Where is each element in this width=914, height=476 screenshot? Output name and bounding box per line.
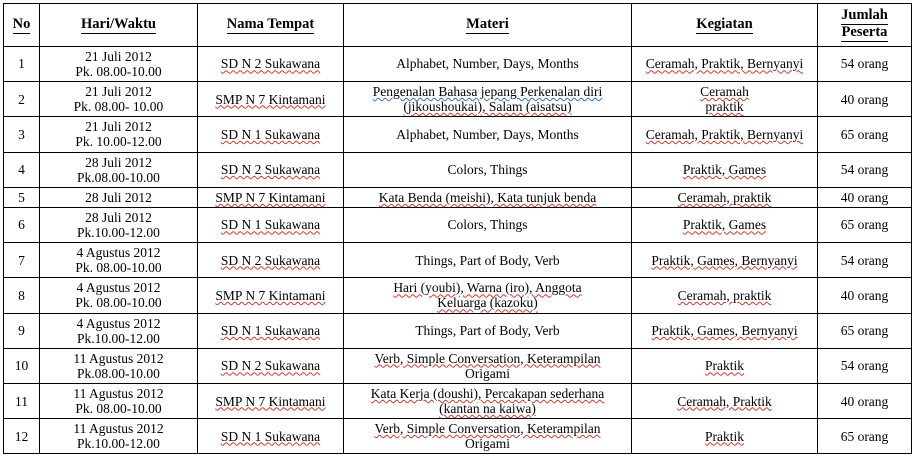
cell-kegiatan	[632, 46, 818, 81]
table-row	[4, 313, 912, 348]
cell-jumlah-peserta: 65 orang	[818, 313, 912, 348]
cell-nama-tempat	[198, 152, 344, 187]
cell-hari-waktu	[40, 278, 198, 313]
cell-hari-line2: Pk. 08.00-10.00	[75, 401, 162, 417]
table-row	[4, 348, 912, 383]
table-row	[4, 243, 912, 278]
cell-kegiatan-line1: Ceramah, praktik	[677, 287, 772, 303]
cell-no: 10	[4, 348, 40, 383]
cell-nama-tempat	[198, 46, 344, 81]
table-row	[4, 82, 912, 117]
cell-materi-line2: Origami	[465, 365, 510, 381]
cell-kegiatan	[632, 117, 818, 152]
cell-hari-waktu	[40, 152, 198, 187]
cell-kegiatan-line2: praktik	[705, 99, 744, 115]
cell-jumlah-peserta: 40 orang	[818, 278, 912, 313]
cell-nama-tempat	[198, 348, 344, 383]
cell-kegiatan-line1: Ceramah, Praktik, Bernyanyi	[645, 56, 804, 72]
column-header-jumlah-peserta	[818, 4, 912, 47]
cell-tempat-text: SD N 1 Sukawana	[220, 428, 321, 444]
cell-hari-line2: Pk.10.00-12.00	[77, 436, 160, 452]
cell-kegiatan	[632, 348, 818, 383]
cell-hari-waktu	[40, 419, 198, 454]
cell-hari-waktu	[40, 187, 198, 207]
cell-no: 8	[4, 278, 40, 313]
cell-hari-line1: 28 Juli 2012	[85, 189, 152, 205]
cell-hari-line1: 21 Juli 2012	[85, 48, 152, 64]
cell-no: 5	[4, 187, 40, 207]
cell-materi	[344, 187, 632, 207]
cell-no: 11	[4, 383, 40, 418]
cell-materi-line1: Colors, Things	[447, 162, 528, 178]
cell-kegiatan	[632, 383, 818, 418]
cell-hari-line2: Pk.10.00-12.00	[77, 224, 160, 240]
cell-nama-tempat	[198, 117, 344, 152]
cell-hari-line1: 11 Agustus 2012	[73, 385, 164, 401]
column-header-jumlah-peserta-wrap	[841, 8, 888, 42]
cell-kegiatan	[632, 313, 818, 348]
cell-hari-line2: Pk.08.00-10.00	[77, 365, 160, 381]
column-header-nama-tempat	[198, 4, 344, 47]
cell-hari-waktu	[40, 348, 198, 383]
cell-no: 12	[4, 419, 40, 454]
cell-tempat-text: SMP N 7 Kintamani	[215, 91, 326, 107]
cell-kegiatan	[632, 187, 818, 207]
cell-materi-line2: (jikoushoukai), Salam (aisatsu)	[403, 99, 572, 115]
cell-hari-line2: Pk.10.00-12.00	[77, 330, 160, 346]
column-header-nama-tempat-label: Nama Tempat	[226, 16, 315, 33]
cell-hari-line1: 28 Juli 2012	[85, 154, 152, 170]
cell-nama-tempat	[198, 187, 344, 207]
cell-materi-line1: Things, Part of Body, Verb	[415, 323, 560, 339]
cell-hari-waktu	[40, 313, 198, 348]
cell-materi	[344, 243, 632, 278]
cell-hari-line2: Pk. 10.00-12.00	[75, 134, 162, 150]
table-row	[4, 46, 912, 81]
column-header-jumlah-label: Jumlah	[841, 7, 888, 23]
cell-nama-tempat	[198, 313, 344, 348]
cell-materi-line1: Hari (youbi), Warna (iro), Anggota	[393, 280, 582, 296]
cell-kegiatan-line1: Praktik	[705, 358, 744, 374]
cell-hari-waktu	[40, 117, 198, 152]
cell-hari-waktu	[40, 243, 198, 278]
cell-hari-line1: 4 Agustus 2012	[76, 315, 161, 331]
cell-materi-line1: Alphabet, Number, Days, Months	[396, 56, 579, 72]
cell-hari-waktu	[40, 383, 198, 418]
cell-hari-line1: 21 Juli 2012	[85, 84, 152, 100]
cell-tempat-text: SD N 1 Sukawana	[220, 126, 321, 142]
schedule-table	[3, 3, 912, 454]
cell-materi-line1: Kata Kerja (doushi), Percakapan sederhana	[370, 385, 605, 401]
cell-materi-line1: Kata Benda (meishi), Kata tunjuk benda	[378, 189, 597, 205]
column-header-materi	[344, 4, 632, 47]
cell-jumlah-peserta: 54 orang	[818, 152, 912, 187]
cell-materi-line2: Keluarga (kazoku)	[437, 295, 538, 311]
cell-no: 7	[4, 243, 40, 278]
cell-hari-waktu	[40, 207, 198, 242]
cell-kegiatan-line1: Ceramah, Praktik, Bernyanyi	[645, 126, 804, 142]
cell-tempat-text: SMP N 7 Kintamani	[215, 393, 326, 409]
cell-hari-line1: 11 Agustus 2012	[73, 350, 164, 366]
cell-materi-line1: Verb, Simple Conversation, Keterampilan	[374, 350, 601, 366]
cell-hari-waktu	[40, 82, 198, 117]
cell-materi	[344, 117, 632, 152]
cell-tempat-text: SD N 2 Sukawana	[220, 252, 321, 268]
column-header-materi-label: Materi	[466, 16, 509, 33]
cell-jumlah-peserta: 40 orang	[818, 383, 912, 418]
cell-materi	[344, 207, 632, 242]
cell-kegiatan-line1: Ceramah	[700, 84, 749, 100]
cell-hari-line2: Pk. 08.00-10.00	[75, 295, 162, 311]
cell-jumlah-peserta: 54 orang	[818, 243, 912, 278]
cell-tempat-text: SD N 1 Sukawana	[220, 323, 321, 339]
cell-nama-tempat	[198, 419, 344, 454]
cell-materi-line1: Verb, Simple Conversation, Keterampilan	[374, 421, 601, 437]
cell-kegiatan	[632, 152, 818, 187]
cell-nama-tempat	[198, 82, 344, 117]
cell-hari-line1: 4 Agustus 2012	[76, 245, 161, 261]
cell-no: 4	[4, 152, 40, 187]
cell-hari-line1: 11 Agustus 2012	[73, 421, 164, 437]
table-row	[4, 187, 912, 207]
table-row	[4, 117, 912, 152]
column-header-no-label: No	[12, 16, 31, 33]
cell-materi	[344, 152, 632, 187]
cell-materi	[344, 419, 632, 454]
cell-materi	[344, 82, 632, 117]
cell-kegiatan-line1: Praktik, Games, Bernyanyi	[651, 252, 798, 268]
cell-materi-line1: Colors, Things	[447, 217, 528, 233]
cell-tempat-text: SD N 2 Sukawana	[220, 358, 321, 374]
table-row	[4, 383, 912, 418]
cell-materi	[344, 313, 632, 348]
column-header-no	[4, 4, 40, 47]
cell-nama-tempat	[198, 383, 344, 418]
cell-kegiatan-line1: Praktik, Games	[682, 217, 767, 233]
cell-no: 2	[4, 82, 40, 117]
cell-materi	[344, 278, 632, 313]
cell-nama-tempat	[198, 243, 344, 278]
cell-materi	[344, 46, 632, 81]
table-row	[4, 152, 912, 187]
cell-kegiatan-line1: Praktik	[705, 428, 744, 444]
column-header-kegiatan-label: Kegiatan	[696, 16, 753, 33]
cell-jumlah-peserta: 65 orang	[818, 207, 912, 242]
cell-kegiatan-line1: Praktik, Games	[682, 162, 767, 178]
cell-nama-tempat	[198, 278, 344, 313]
schedule-table-body	[4, 46, 912, 454]
column-header-hari-waktu-label: Hari/Waktu	[81, 16, 156, 33]
cell-tempat-text: SD N 2 Sukawana	[220, 162, 321, 178]
cell-jumlah-peserta: 65 orang	[818, 117, 912, 152]
table-header-row	[4, 4, 912, 47]
cell-hari-waktu	[40, 46, 198, 81]
cell-materi	[344, 383, 632, 418]
cell-kegiatan	[632, 243, 818, 278]
cell-kegiatan	[632, 207, 818, 242]
cell-hari-line2: Pk. 08.00-10.00	[75, 63, 162, 79]
cell-hari-line2: Pk.08.00-10.00	[77, 169, 160, 185]
cell-tempat-text: SMP N 7 Kintamani	[215, 189, 326, 205]
cell-materi	[344, 348, 632, 383]
cell-jumlah-peserta: 54 orang	[818, 348, 912, 383]
cell-jumlah-peserta: 40 orang	[818, 187, 912, 207]
cell-materi-line1: Pengenalan Bahasa jepang Perkenalan diri	[372, 84, 603, 100]
cell-no: 9	[4, 313, 40, 348]
cell-hari-line2: Pk. 08.00-10.00	[75, 260, 162, 276]
cell-kegiatan-line1: Praktik, Games, Bernyanyi	[651, 323, 798, 339]
cell-tempat-text: SD N 2 Sukawana	[220, 56, 321, 72]
cell-no: 1	[4, 46, 40, 81]
cell-materi-line2: Origami	[465, 436, 510, 452]
cell-jumlah-peserta: 54 orang	[818, 46, 912, 81]
cell-materi-line1: Things, Part of Body, Verb	[415, 252, 560, 268]
column-header-hari-waktu	[40, 4, 198, 47]
cell-hari-line1: 21 Juli 2012	[85, 119, 152, 135]
cell-materi-line1: Alphabet, Number, Days, Months	[396, 126, 579, 142]
cell-tempat-text: SD N 1 Sukawana	[220, 217, 321, 233]
table-row	[4, 207, 912, 242]
cell-nama-tempat	[198, 207, 344, 242]
cell-jumlah-peserta: 65 orang	[818, 419, 912, 454]
cell-jumlah-peserta: 40 orang	[818, 82, 912, 117]
cell-kegiatan	[632, 278, 818, 313]
cell-materi-line2: (kantan na kaiwa)	[439, 401, 536, 417]
table-row	[4, 278, 912, 313]
cell-kegiatan-line1: Ceramah, praktik	[677, 189, 772, 205]
cell-kegiatan-line1: Ceramah, Praktik	[677, 393, 772, 409]
cell-hari-line1: 4 Agustus 2012	[76, 280, 161, 296]
column-header-kegiatan	[632, 4, 818, 47]
column-header-peserta-label: Peserta	[841, 23, 888, 40]
cell-no: 6	[4, 207, 40, 242]
cell-kegiatan	[632, 419, 818, 454]
cell-hari-line1: 28 Juli 2012	[85, 209, 152, 225]
cell-no: 3	[4, 117, 40, 152]
table-row	[4, 419, 912, 454]
cell-tempat-text: SMP N 7 Kintamani	[215, 287, 326, 303]
cell-kegiatan	[632, 82, 818, 117]
cell-hari-line2: Pk. 08.00- 10.00	[73, 99, 164, 115]
